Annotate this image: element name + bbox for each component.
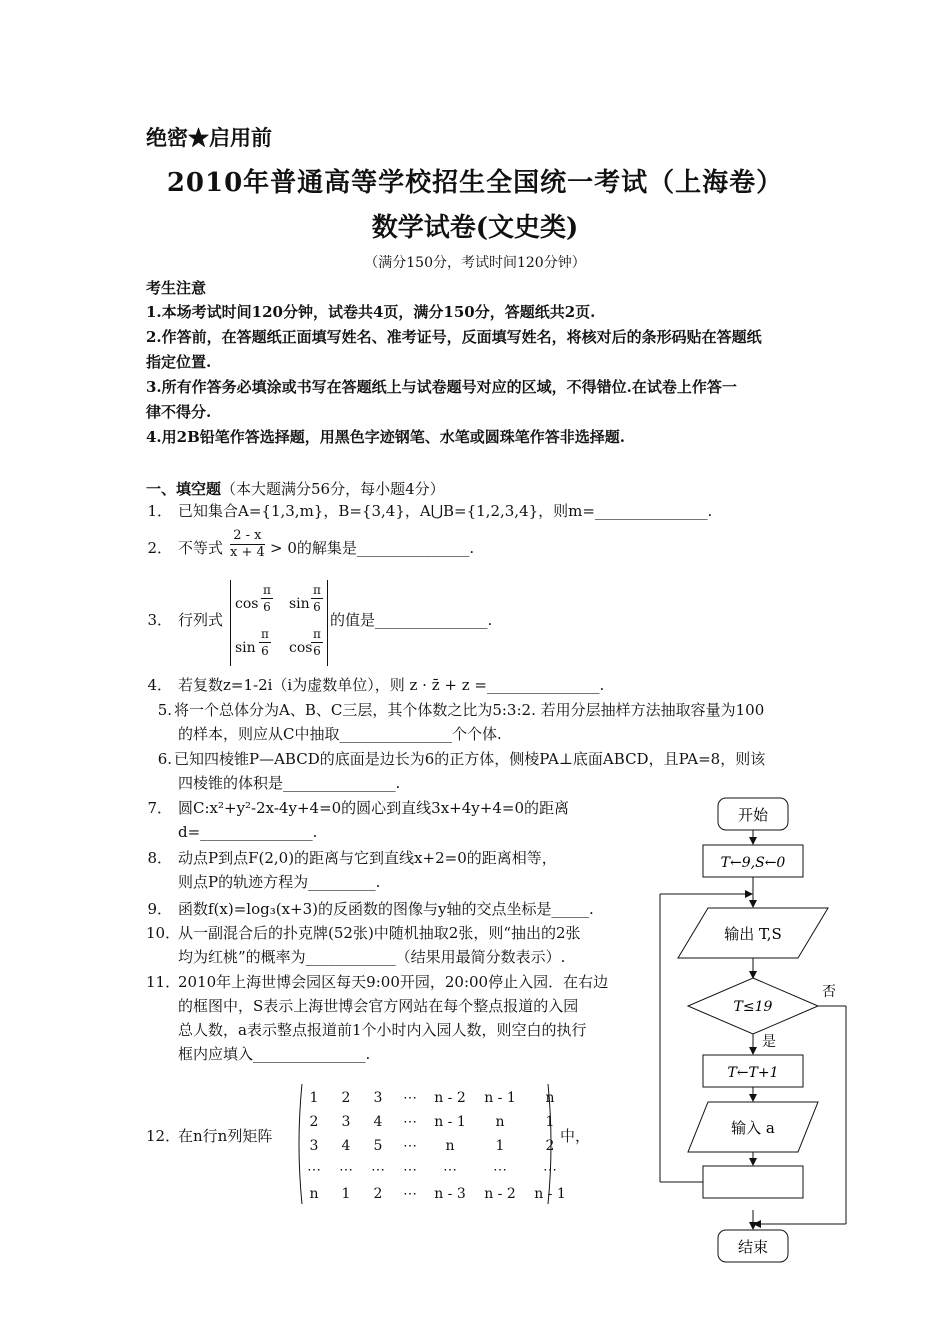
end-label: 结束	[737, 1238, 769, 1256]
question-text: 则点P的轨迹方程为_________.	[178, 873, 381, 891]
question-number: 12．	[146, 1127, 181, 1145]
matrix-cell: ⋯	[339, 1162, 353, 1178]
question-number: 8．	[147, 849, 172, 867]
question-text: 2010年上海世博会园区每天9:00开园，20:00停止入园．在右边	[178, 973, 609, 991]
input-label: 输入 a	[731, 1119, 775, 1137]
init-label: T←9,S←0	[720, 855, 786, 871]
det-cell: sin	[289, 596, 310, 612]
question-text: 四棱锥的体积是_______________.	[178, 774, 401, 792]
paper-title: 数学试卷(文史类)	[371, 213, 579, 243]
matrix-cell: n	[545, 1090, 555, 1106]
notice-item-1: 1.本场考试时间120分钟，试卷共4页，满分150分，答题纸共2页.	[146, 303, 596, 321]
matrix-cell: n - 3	[434, 1186, 466, 1202]
det-cell: sin	[235, 640, 256, 656]
matrix-cell: ⋯	[403, 1114, 417, 1130]
question-number: 7．	[147, 799, 172, 817]
question-text: 动点P到点F(2,0)的距离与它到直线x+2=0的距离相等，	[178, 849, 557, 867]
matrix-cell: 1	[545, 1114, 555, 1130]
section-heading	[146, 478, 445, 499]
question-number: 4．	[147, 676, 172, 694]
fraction-denominator: 6	[263, 600, 271, 614]
question-text: 已知四棱锥P—ABCD的底面是边长为6的正方体，侧棱PA⊥底面ABCD，且PA=8，则该	[174, 750, 766, 768]
fraction	[230, 528, 265, 561]
matrix-cell: 3	[373, 1090, 383, 1106]
output-label: 输出 T,S	[724, 925, 782, 943]
matrix-cell: 5	[373, 1138, 383, 1154]
matrix-cell: ⋯	[403, 1186, 417, 1202]
section-note: （本大题满分56分，每小题4分）	[221, 480, 445, 498]
question-number: 11．	[146, 973, 181, 991]
matrix-cell: 3	[341, 1114, 351, 1130]
question-text: 将一个总体分为A、B、C三层，其个体数之比为5:3:2. 若用分层抽样方法抽取容量为100	[174, 701, 765, 719]
matrix-cell: 1	[309, 1090, 319, 1106]
question-number: 1．	[147, 502, 172, 520]
matrix-cell: n - 1	[534, 1186, 566, 1202]
matrix-cell: ⋯	[403, 1138, 417, 1154]
exam-title: 2010年普通高等学校招生全国统一考试（上海卷）	[166, 168, 784, 198]
matrix-cell: n	[495, 1114, 505, 1130]
matrix-cell: 2	[309, 1114, 319, 1130]
fraction-denominator: 6	[313, 600, 321, 614]
fraction	[311, 626, 323, 659]
fraction-numerator: π	[261, 627, 269, 641]
notice-item-3b: 律不得分.	[146, 403, 212, 421]
question-number: 10．	[146, 924, 181, 942]
question-text: d=_______________.	[178, 823, 318, 841]
no-label: 否	[822, 984, 836, 1000]
notice-item-2b: 指定位置.	[146, 353, 212, 371]
fraction-denominator: 6	[261, 644, 269, 658]
notice-item-2a: 2.作答前，在答题纸正面填写姓名、准考证号，反面填写姓名，将核对后的条形码贴在答题纸	[146, 328, 762, 346]
secret-label: 绝密★启用前	[146, 125, 272, 150]
question-text: 的值是_______________.	[330, 611, 493, 629]
question-12	[146, 1080, 606, 1210]
fraction-numerator: 2 - x	[230, 528, 265, 545]
fraction-denominator: 6	[313, 644, 321, 658]
determinant	[230, 580, 328, 666]
start-label: 开始	[737, 806, 769, 824]
question-number: 9．	[147, 900, 172, 918]
matrix-cell: n	[309, 1186, 319, 1202]
question-number: 6.	[157, 750, 172, 768]
notice-item-4: 4.用2B铅笔作答选择题，用黑色字迹钢笔、水笔或圆珠笔作答非选择题.	[146, 428, 625, 446]
question-text: > 0的解集是_______________.	[270, 539, 475, 557]
question-text: 行列式	[178, 611, 224, 629]
question-text: 若复数z=1-2i（i为虚数单位），则 z · z̄ + z =_______________.	[178, 676, 605, 694]
paper-subtitle: （满分150分，考试时间120分钟）	[364, 255, 586, 271]
fraction	[311, 582, 323, 615]
question-text: 在n行n列矩阵	[178, 1127, 273, 1145]
question-text: 函数f(x)=log₃(x+3)的反函数的图像与y轴的交点坐标是_____.	[178, 900, 594, 918]
matrix-cell: ⋯	[403, 1090, 417, 1106]
question-number: 3．	[147, 611, 172, 629]
question-text: 框内应填入_______________.	[178, 1045, 371, 1063]
fraction	[261, 582, 273, 615]
matrix-cell: 4	[341, 1138, 351, 1154]
matrix-cell: 1	[341, 1186, 351, 1202]
matrix-cell: n	[445, 1138, 455, 1154]
matrix-cell: 4	[373, 1114, 383, 1130]
matrix-cell: n - 1	[434, 1114, 466, 1130]
condition-label: T≤19	[733, 999, 773, 1015]
matrix-cell: 2	[545, 1138, 555, 1154]
question-text: 总人数，a表示整点报道前1个小时内入园人数，则空白的执行	[178, 1021, 587, 1039]
question-text: 不等式	[178, 539, 224, 557]
matrix-cell: ⋯	[493, 1162, 507, 1178]
matrix-cell: n - 2	[484, 1186, 516, 1202]
det-cell: cos	[289, 640, 313, 656]
increment-label: T←T+1	[727, 1065, 779, 1081]
matrix-cell: n - 2	[434, 1090, 466, 1106]
fraction-numerator: π	[313, 627, 321, 641]
question-text: 的样本，则应从C中抽取_______________个个体.	[178, 725, 502, 743]
question-number: 5.	[157, 701, 172, 719]
matrix-cell: ⋯	[371, 1162, 385, 1178]
matrix-cell: 1	[495, 1138, 505, 1154]
question-text: 已知集合A={1,3,m}，B={3,4}，A⋃B={1,2,3,4}，则m=_______________.	[178, 502, 713, 520]
det-cell: cos	[235, 596, 259, 612]
fraction-numerator: π	[263, 583, 271, 597]
matrix-cell: n - 1	[484, 1090, 516, 1106]
question-text: 圆C:x²+y²-2x-4y+4=0的圆心到直线3x+4y+4=0的距离	[178, 799, 569, 817]
matrix-cell: 3	[309, 1138, 319, 1154]
flowchart	[650, 790, 860, 1270]
matrix-cell: ⋯	[307, 1162, 321, 1178]
matrix-cell: 2	[373, 1186, 383, 1202]
notice-item-3a: 3.所有作答务必填涂或书写在答题纸上与试卷题号对应的区域，不得错位.在试卷上作答一	[146, 378, 737, 396]
fraction-denominator: x + 4	[230, 545, 265, 560]
question-text: 中，	[560, 1127, 591, 1145]
matrix-cell: ⋯	[443, 1162, 457, 1178]
question-number: 2．	[147, 539, 172, 557]
question-text: 从一副混合后的扑克牌(52张)中随机抽取2张，则“抽出的2张	[178, 924, 581, 942]
matrix-cell: ⋯	[543, 1162, 557, 1178]
fraction	[259, 626, 271, 659]
matrix-cell: 2	[341, 1090, 351, 1106]
matrix-cell: ⋯	[403, 1162, 417, 1178]
question-text: 均为红桃”的概率为____________（结果用最简分数表示）.	[178, 948, 566, 966]
fraction-numerator: π	[313, 583, 321, 597]
notice-heading: 考生注意	[146, 279, 207, 297]
blank-exec-node	[703, 1166, 803, 1198]
question-3	[146, 580, 566, 670]
section-title: 一、填空题	[146, 480, 222, 498]
question-text: 的框图中，S表示上海世博会官方网站在每个整点报道的入园	[178, 997, 579, 1015]
yes-label: 是	[762, 1034, 776, 1050]
